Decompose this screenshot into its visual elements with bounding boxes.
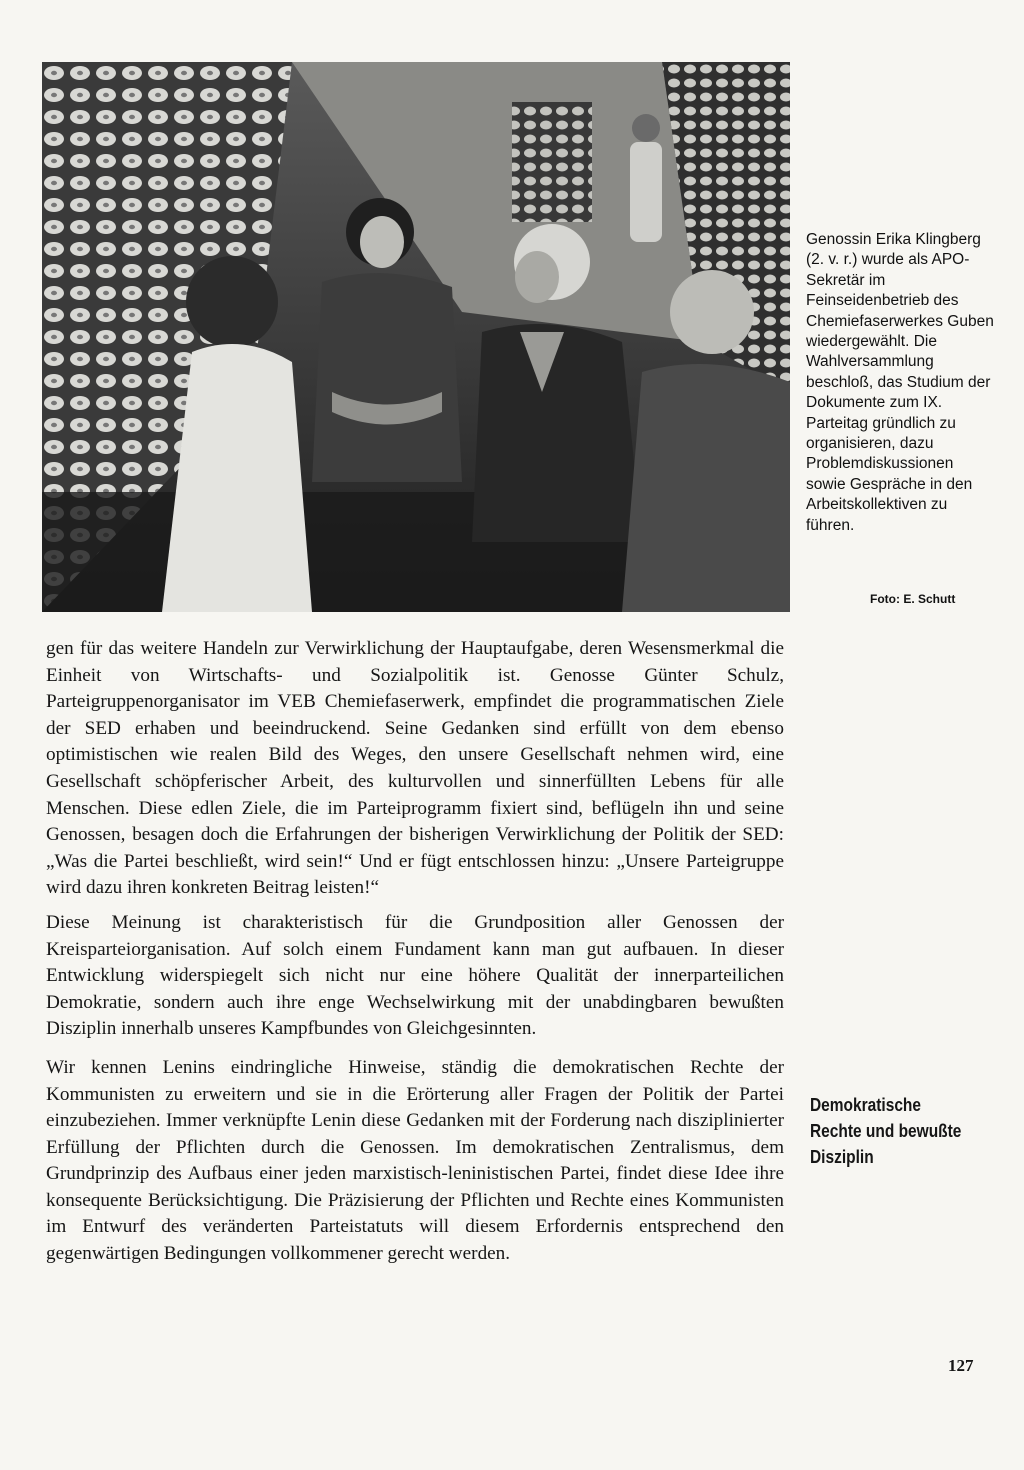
photo-credit: Foto: E. Schutt bbox=[870, 592, 956, 606]
article-paragraph: Wir kennen Lenins eindringliche Hinweise, ständig die demokratischen Rechte der Kommunisten zu erweitern und sie in die Erörterung aller Fragen der Politik der Partei einzubeziehen. Immer verknüpfte Lenin diese Gedanken mit der Forderung nach disziplinierter Erfüllung der Pflichten durch die Genossen. Im demokratischen Zentralismus, dem Grundprinzip des Aufbaus einer jeden marxistisch-leninistischen Partei, findet diese Idee ihre konsequente Berücksichtigung. Die Präzisierung der Pflichten und Rechte eines Kommunisten im Entwurf des veränderten Parteistatuts will diesem Erfordernis entsprechend den gegenwärtigen Bedingungen vollkommener gerecht werden. bbox=[46, 1056, 784, 1265]
article-paragraph: gen für das weitere Handeln zur Verwirklichung der Hauptaufgabe, deren Wesensmerkmal die Einheit von Wirtschafts- und Sozialpolitik ist. Genosse Günter Schulz, Parteigruppenorganisator im VEB Chemiefaserwerk, empfindet die programmatischen Ziele der SED erhaben und beeindruckend. Seine Gedanken sind erfüllt von dem ebenso optimistischen wie realen Bild des Weges, den unsere Gesellschaft nehmen wird, eine Gesellschaft schöpferischer Arbeit, des kulturvollen und sinnerfüllten Lebens für alle Menschen. Diese edlen Ziele, die im Parteiprogramm fixiert sind, beflügeln ihn und seine Genossen, besagen doch die Erfahrungen der bisherigen Verwirklichung der Politik der SED: „Was die Partei beschließt, wird sein!“ Und er fügt entschlossen hinzu: „Unsere Parteigruppe wird dazu ihren konkreten Beitrag leisten!“ bbox=[46, 638, 784, 899]
photo-caption: Genossin Erika Klingberg (2. v. r.) wurde als APO-Sekretär im Feinseidenbetrieb des Chemiefaserwerkes Guben wiedergewählt. Die Wahlversammlung beschloß, das Studium der Dokumente zum IX. Parteitag gründlich zu organisieren, dazu Problemdiskussionen sowie Gespräche in den Arbeitskollektiven zu führen. bbox=[806, 231, 994, 534]
page-number: 127 bbox=[948, 1356, 974, 1375]
article-body bbox=[46, 636, 784, 1276]
factory-photo bbox=[42, 62, 790, 612]
woman-left bbox=[186, 256, 278, 348]
article-paragraph: Diese Meinung ist charakteristisch für die Grundposition aller Genossen der Kreisparteiorganisation. Auf solch einem Fundament kann man gut aufbauen. In dieser Entwicklung widerspiegelt sich nicht nur eine höhere Qualität der innerparteilichen Demokratie, sondern auch ihre enge Wechselwirkung mit der unabdingbaren bewußten Disziplin innerhalb unseres Kampfbundes von Gleichgesinnten. bbox=[46, 911, 784, 1040]
photo-illustration bbox=[42, 62, 790, 612]
woman-right bbox=[670, 270, 754, 354]
side-heading: Demokratische Rechte und bewußte Disziplin bbox=[810, 1095, 962, 1167]
